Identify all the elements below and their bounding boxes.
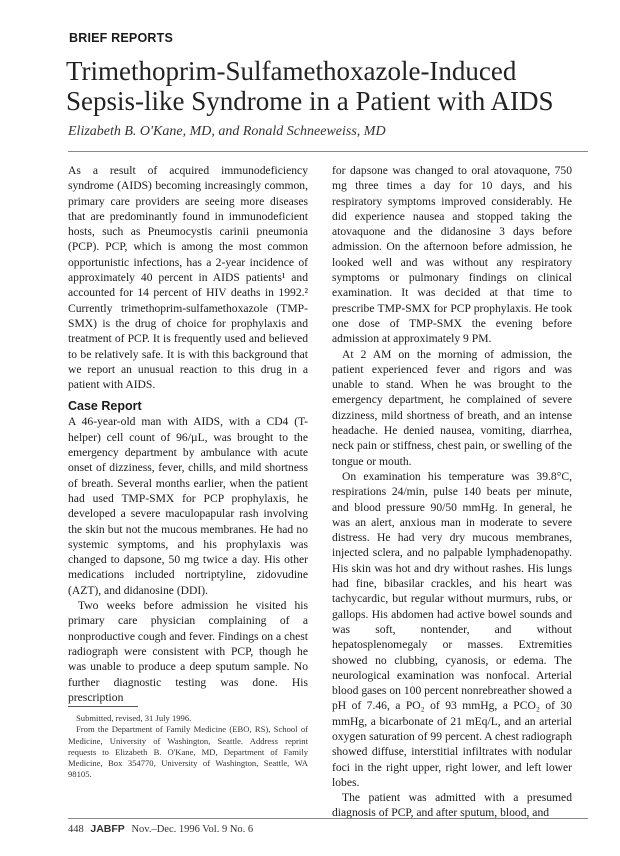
footnote xyxy=(68,713,308,781)
page-footer xyxy=(68,823,253,835)
footnote-affiliation: From the Department of Family Medicine (EBO, RS), School of Medicine, University of Washington, Seattle. Address reprint requests to Elizabeth B. O'Kane, MD, Department of Family Medicine, Box 354770, University of Washington, Seattle, WA 98105. xyxy=(68,724,308,780)
intro-paragraph: As a result of acquired immunodeficiency syndrome (AIDS) becoming increasingly common, primary care providers are seeing more diseases that are predominantly found in immunodeficient hosts, such as Pneumocystis carinii pneumonia (PCP). PCP, which is among the most common opportunistic infections, has a 2-year incidence of approximately 40 percent in AIDS patients¹ and accounted for 14 percent of HIV deaths in 1992.² Currently trimethoprim-sulfamethoxazole (TMP-SMX) is the drug of choice for prophylaxis and treatment of PCP. It is frequently used and believed to be relatively safe. It is with this background that we report an unusual reaction to this drug in a patient with AIDS. xyxy=(68,164,308,392)
journal-name: JABFP xyxy=(90,823,125,835)
body-paragraph: On examination his temperature was 39.8°C, respirations 24/min, pulse 140 beats per minute, and blood pressure 90/50 mmHg. In general, he was an alert, anxious man in moderate to severe distress. He had very dry mucous membranes, injected sclera, and no palpable lymphadenopathy. His skin was hot and dry without rashes. His lungs had fine, bibasilar crackles, and his heart was tachycardic, but regular without murmurs, rubs, or gallops. His abdomen had active bowel sounds and was soft, nontender, and without hepatosplenomegaly or masses. Extremities showed no clubbing, cyanosis, or edema. The neurological examination was nonfocal. Arterial blood gases on 100 percent nonrebreather showed a pH of 7.46, a PO₂ of 93 mmHg, a PCO₂ of 30 mmHg, a bicarbonate of 21 mEq/L, and an arterial oxygen saturation of 99 percent. A chest radiograph showed diffuse, interstitial infiltrates with nodular foci in the right upper, right lower, and left lower lobes. xyxy=(332,469,572,789)
header-divider xyxy=(68,151,588,152)
page-number: 448 xyxy=(68,824,84,835)
footnote-divider xyxy=(68,706,138,707)
journal-issue: Nov.–Dec. 1996 Vol. 9 No. 6 xyxy=(131,824,254,835)
left-column xyxy=(68,163,308,705)
footer-divider xyxy=(68,818,588,819)
article-title: Trimethoprim-Sulfamethoxazole-Induced Sepsis-like Syndrome in a Patient with AIDS xyxy=(66,56,554,116)
body-paragraph: The patient was admitted with a presumed diagnosis of PCP, and after sputum, blood, and xyxy=(332,791,572,820)
footnote-submitted: Submitted, revised, 31 July 1996. xyxy=(76,713,192,723)
case-paragraph: Two weeks before admission he visited his primary care physician complaining of a nonproductive cough and fever. Findings on a chest radiograph were consistent with PCP, though he was unable to produce a deep sputum sample. No further diagnostic testing was done. His prescription xyxy=(68,599,308,704)
body-paragraph: for dapsone was changed to oral atovaquone, 750 mg three times a day for 10 days, and his respiratory symptoms improved considerably. He did experience nausea and stopped taking the atovaquone and the didanosine 3 days before admission. On the afternoon before admission, he looked well and was without any respiratory symptoms or pulmonary findings on clinical examination. It was decided at that time to prescribe TMP-SMX for PCP prophylaxis. He took one dose of TMP-SMX the evening before admission at approximately 9 PM. xyxy=(332,164,572,346)
section-label: BRIEF REPORTS xyxy=(69,31,173,45)
article-authors: Elizabeth B. O'Kane, MD, and Ronald Schneeweiss, MD xyxy=(68,124,386,139)
case-paragraph: A 46-year-old man with AIDS, with a CD4 (T-helper) cell count of 96/µL, was brought to the emergency department by ambulance with acute onset of dizziness, fever, chills, and mild shortness of breath. Several months earlier, when the patient had used TMP-SMX for PCP prophylaxis, he developed a severe maculopapular rash involving the skin but not the mucous membranes. He had no systemic symptoms, and his prophylaxis was changed to dapsone, 50 mg twice a day. His other medications included nortriptyline, zidovudine (AZT), and didanosine (DDI). xyxy=(68,415,308,597)
body-paragraph: At 2 AM on the morning of admission, the patient experienced fever and rigors and was unable to stand. When he was brought to the emergency department, he complained of severe dizziness, mild shortness of breath, and an intense headache. He denied nausea, vomiting, diarrhea, neck pain or stiffness, chest pain, or swelling of the tongue or mouth. xyxy=(332,347,572,468)
right-column xyxy=(332,163,572,821)
case-report-heading: Case Report xyxy=(68,399,142,414)
